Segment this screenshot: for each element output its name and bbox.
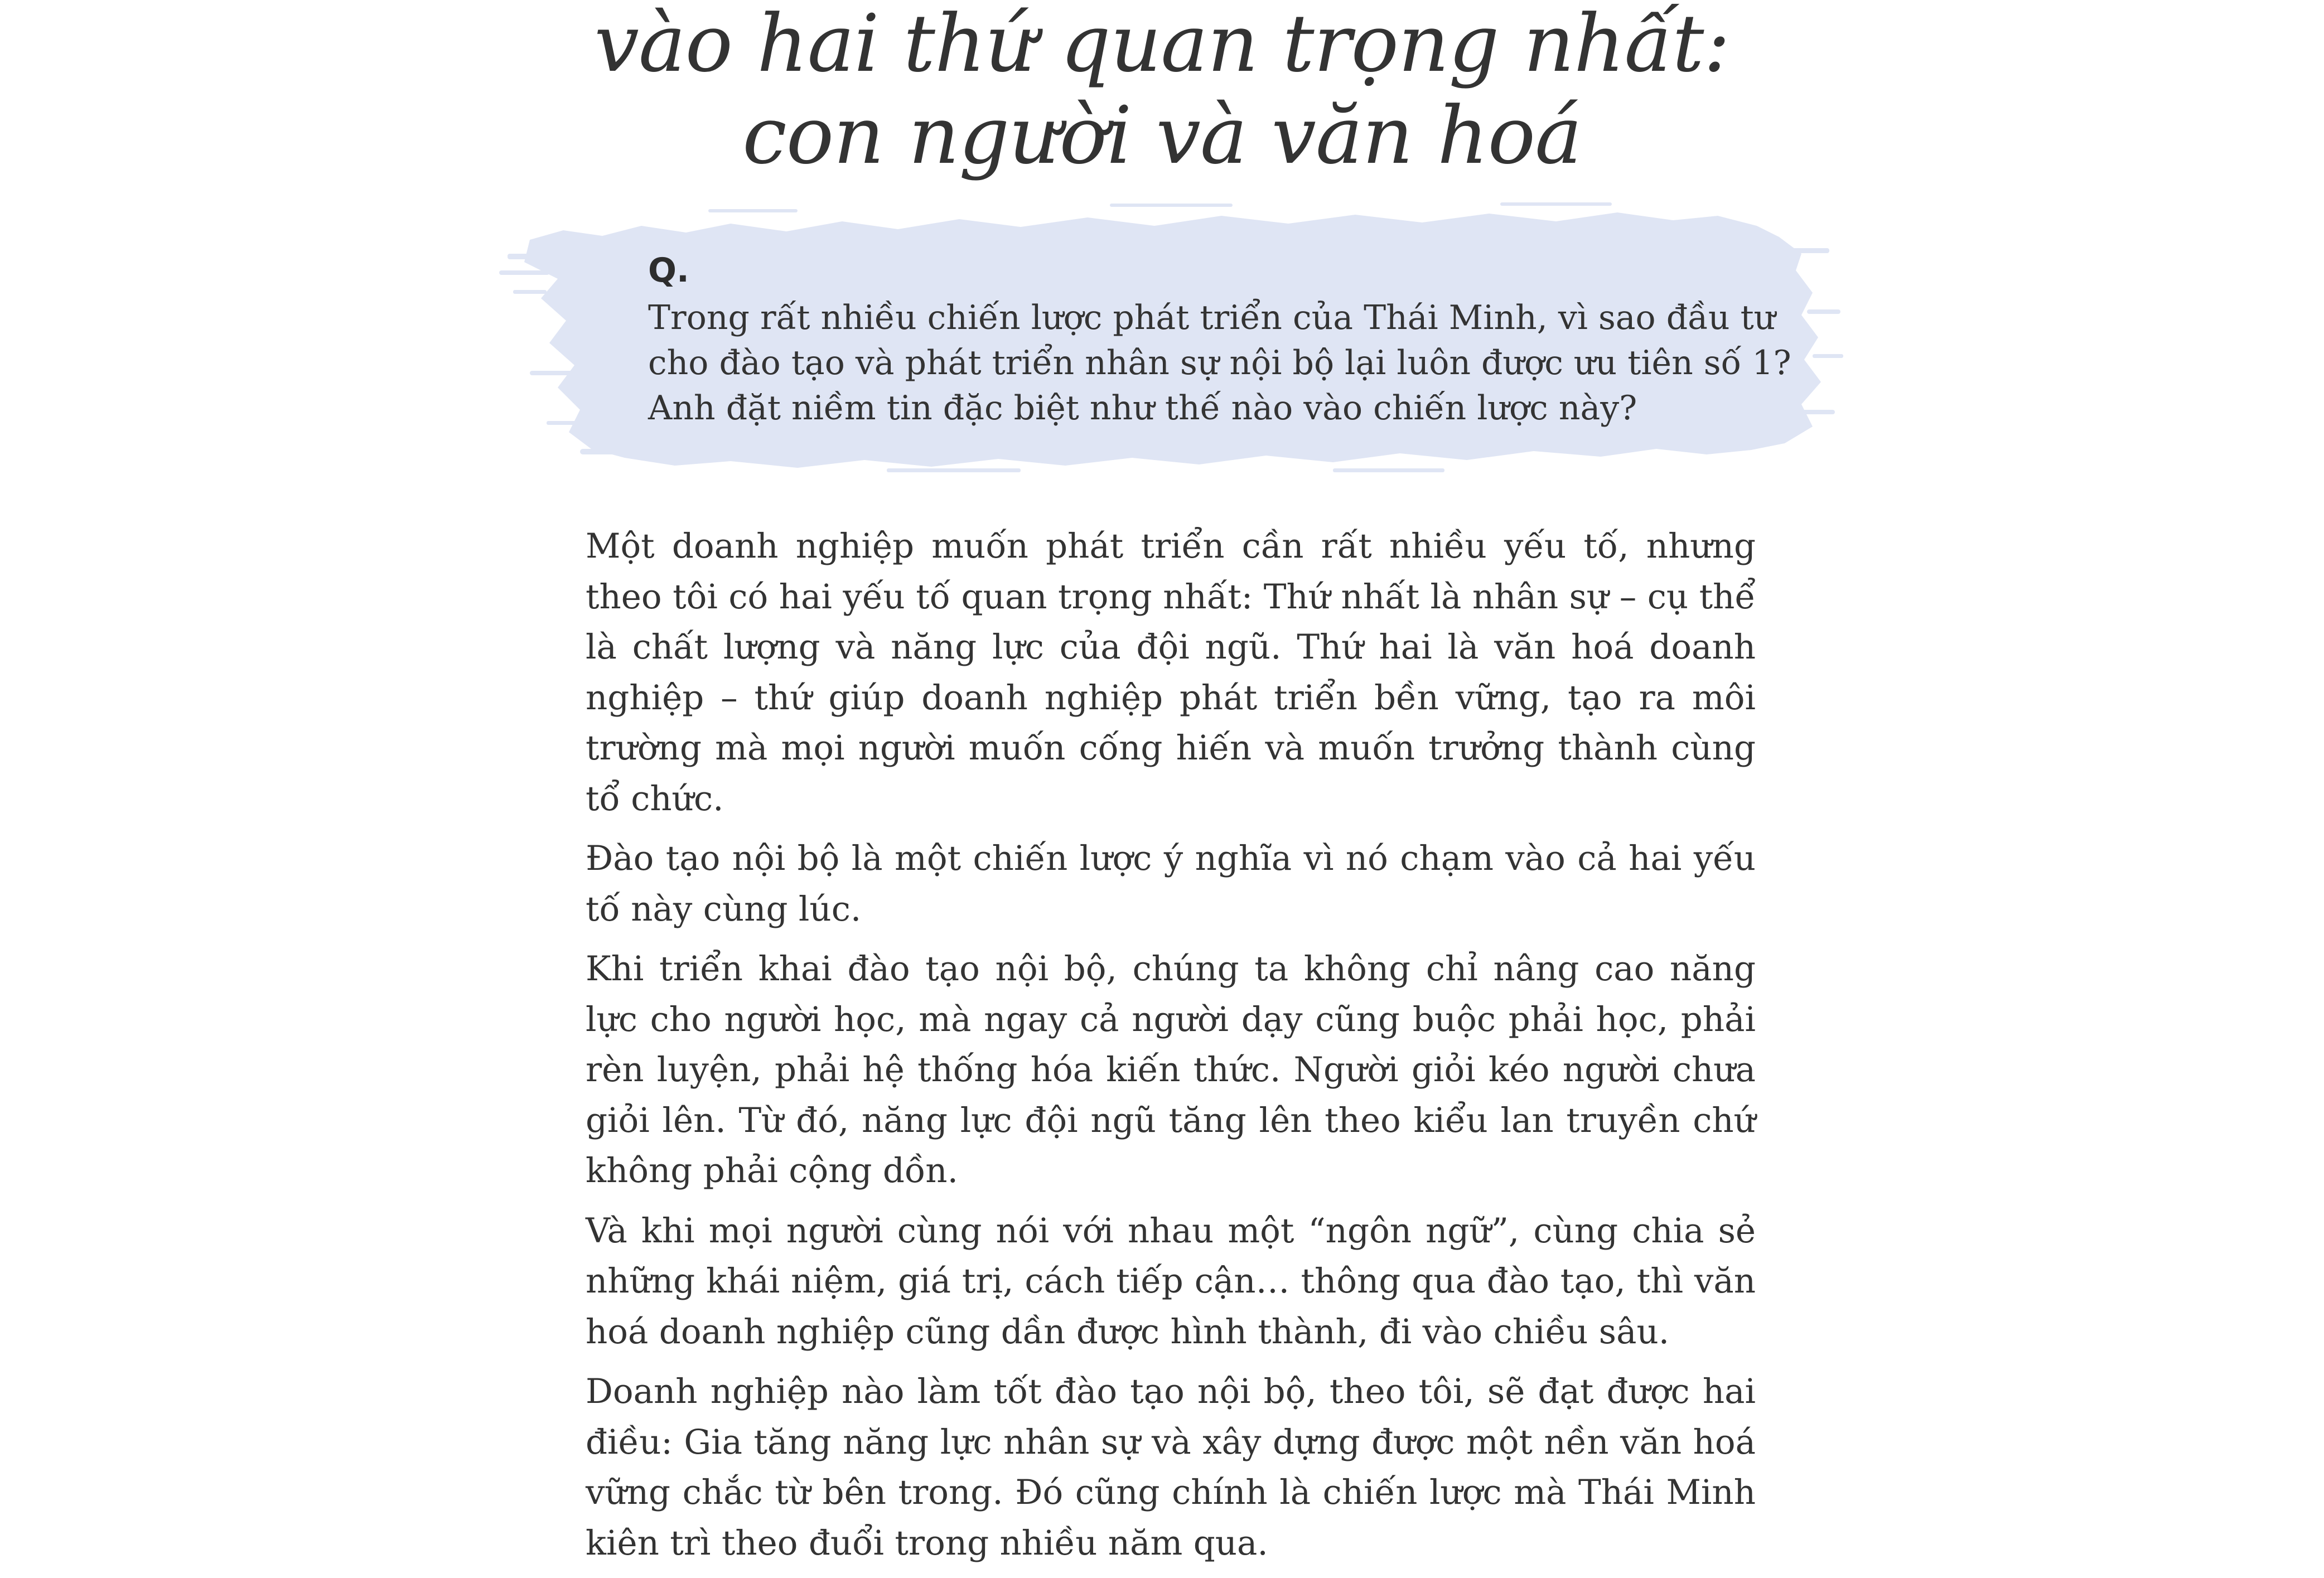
question-label: Q. <box>648 251 689 290</box>
answer-paragraph: Và khi mọi người cùng nói với nhau một “ngôn ngữ”, cùng chia sẻ những khái niệm, giá trị, cách tiếp cận… thông qua đào tạo, thì văn hoá doanh nghiệp cũng dần được hình thành, đi vào chiều sâu. <box>586 1211 1756 1352</box>
question-line: Trong rất nhiều chiến lược phát triển của Thái Minh, vì sao đầu tư <box>648 298 1776 337</box>
article-title <box>0 0 2324 182</box>
answer-paragraph: Một doanh nghiệp muốn phát triển cần rất nhiều yếu tố, nhưng theo tôi có hai yếu tố quan trọng nhất: Thứ nhất là nhân sự – cụ thể là chất lượng và năng lực của đội ngũ. Thứ hai là văn hoá doanh nghiệp – thứ giúp doanh nghiệp phát triển bền vững, tạo ra môi trường mà mọi người muốn cống hiến và muốn trưởng thành cùng tổ chức. <box>586 526 1756 819</box>
answer-paragraph: Doanh nghiệp nào làm tốt đào tạo nội bộ, theo tôi, sẽ đạt được hai điều: Gia tăng năng lực nhân sự và xây dựng được một nền văn hoá vững chắc từ bên trong. Đó cũng chính là chiến lược mà Thái Minh kiên trì theo đuổi trong nhiều năm qua. <box>586 1372 1756 1563</box>
title-line-2: con người và văn hoá <box>742 90 1582 182</box>
question-line: cho đào tạo và phát triển nhân sự nội bộ lại luôn được ưu tiên số 1? <box>648 343 1791 383</box>
answer-paragraph: Khi triển khai đào tạo nội bộ, chúng ta không chỉ nâng cao năng lực cho người học, mà ngay cả người dạy cũng buộc phải học, phải rèn luyện, phải hệ thống hóa kiến thức. Người giỏi kéo người chưa giỏi lên. Từ đó, năng lực đội ngũ tăng lên theo kiểu lan truyền chứ không phải cộng dồn. <box>586 949 1756 1190</box>
question-line: Anh đặt niềm tin đặc biệt như thế nào vào chiến lược này? <box>648 389 1637 428</box>
title-line-1: vào hai thứ quan trọng nhất: <box>594 0 1730 90</box>
answer-body <box>586 521 1756 1578</box>
answer-paragraph: Đào tạo nội bộ là một chiến lược ý nghĩa vì nó chạm vào cả hai yếu tố này cùng lúc. <box>586 839 1756 929</box>
question-block <box>648 245 1791 431</box>
